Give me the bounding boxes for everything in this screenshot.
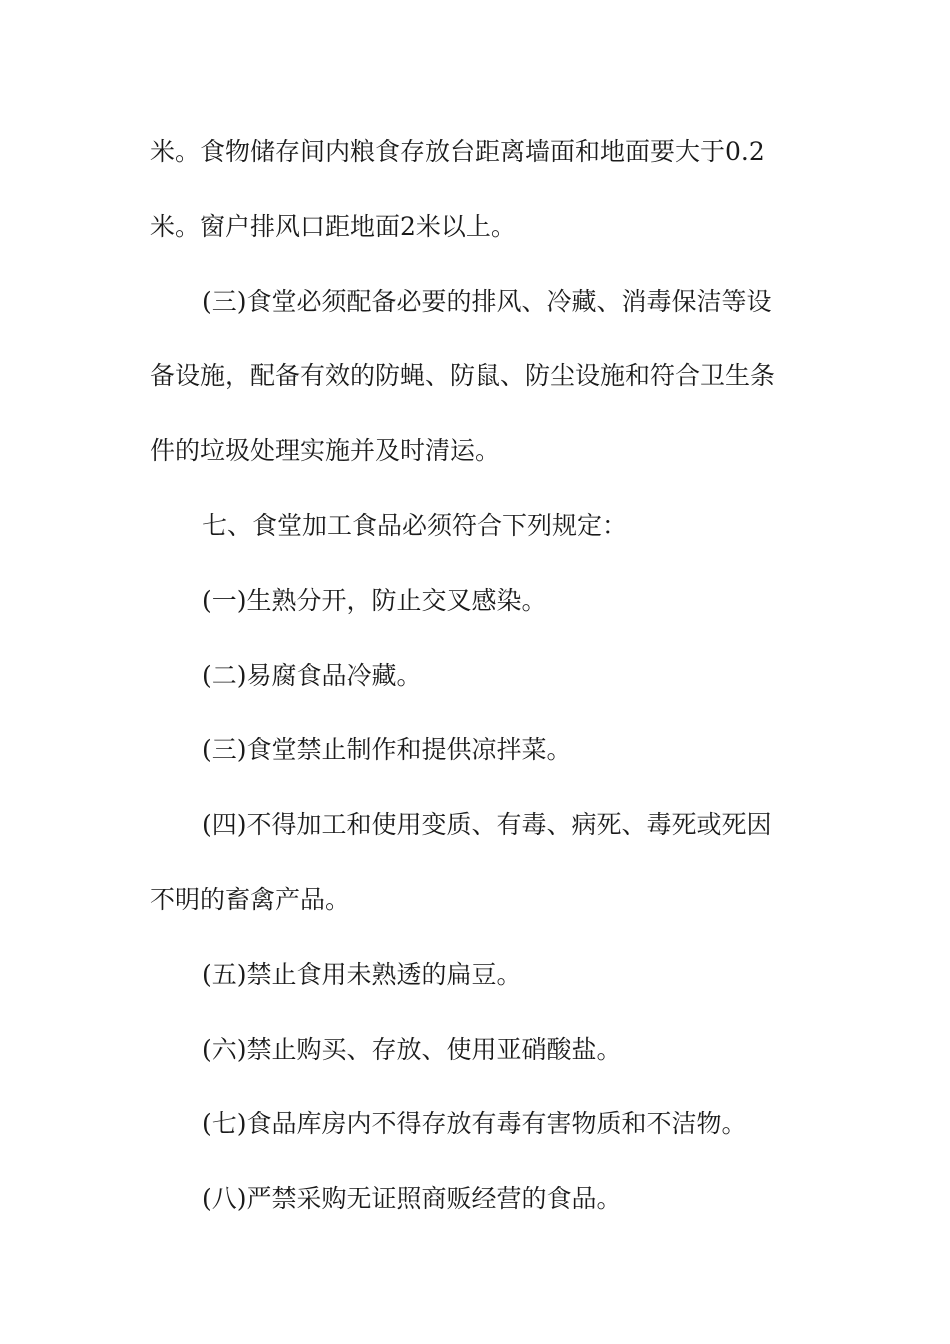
list-item: (二)易腐食品冷藏。	[202, 661, 422, 690]
list-item: (五)禁止食用未熟透的扁豆。	[202, 960, 522, 989]
list-item: (三)食堂禁止制作和提供凉拌菜。	[202, 735, 572, 764]
paragraph-line: (三)食堂必须配备必要的排风、冷藏、消毒保洁等设	[202, 287, 772, 316]
paragraph-line: 米。窗户排风口距地面2米以上。	[150, 212, 516, 241]
list-item: (七)食品库房内不得存放有毒有害物质和不洁物。	[202, 1109, 747, 1138]
section-heading: 七、食堂加工食品必须符合下列规定：	[202, 511, 628, 540]
list-item: (八)严禁采购无证照商贩经营的食品。	[202, 1184, 622, 1213]
list-item: (四)不得加工和使用变质、有毒、病死、毒死或死因	[202, 810, 772, 839]
paragraph-line: 米。食物储存间内粮食存放台距离墙面和地面要大于0.2	[150, 137, 765, 166]
list-item: (一)生熟分开，防止交叉感染。	[202, 586, 547, 615]
list-item: (六)禁止购买、存放、使用亚硝酸盐。	[202, 1035, 622, 1064]
paragraph-line: 备设施，配备有效的防蝇、防鼠、防尘设施和符合卫生条	[150, 361, 776, 390]
paragraph-line: 件的垃圾处理实施并及时清运。	[150, 436, 501, 465]
paragraph-line: 不明的畜禽产品。	[150, 885, 351, 914]
